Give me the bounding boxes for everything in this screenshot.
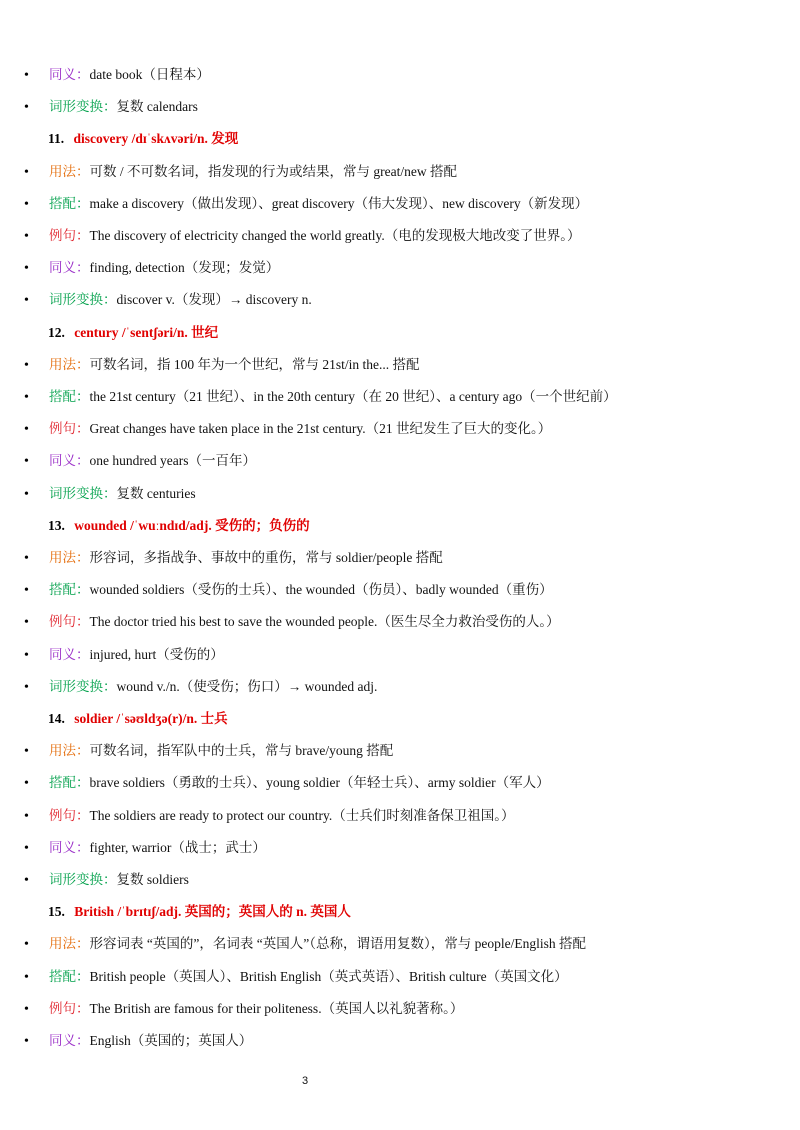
bullet-icon: • — [24, 647, 29, 663]
list-item — [24, 774, 550, 793]
list-item — [24, 678, 377, 697]
list-item — [24, 1000, 463, 1019]
list-item — [24, 646, 224, 665]
bullet-icon: • — [24, 808, 29, 824]
item-text: injured, hurt（受伤的） — [89, 646, 224, 662]
bullet-icon: • — [24, 422, 29, 438]
entry-heading — [48, 130, 238, 148]
list-item — [24, 839, 266, 858]
item-text: finding, detection（发现；发觉） — [89, 260, 280, 276]
item-text: The doctor tried his best to save the wounded people.（医生尽全力救治受伤的人。） — [89, 614, 560, 630]
item-label: 例句： — [49, 421, 90, 437]
list-item — [24, 195, 588, 214]
bullet-icon: • — [24, 1034, 29, 1049]
item-text: 可数 / 不可数名词，指发现的行为或结果，常与 great/new 搭配 — [89, 163, 457, 179]
item-text: British people（英国人）、British English（英式英语）、British culture（英国文化） — [89, 968, 568, 984]
entry-number: 11. — [48, 131, 65, 147]
list-item — [24, 807, 515, 826]
list-item — [24, 291, 312, 310]
bullet-icon: • — [24, 551, 29, 566]
item-text: English（英国的；英国人） — [89, 1033, 253, 1048]
bullet-icon: • — [24, 486, 29, 502]
item-text: make a discovery（做出发现）、great discovery（伟大发现）、new discovery（新发现） — [89, 195, 589, 211]
item-text: 可数名词，指军队中的士兵，常与 brave/young 搭配 — [89, 743, 394, 759]
item-text: 形容词，多指战争、事故中的重伤，常与 soldier/people 搭配 — [89, 550, 443, 565]
item-label: 例句： — [49, 1000, 90, 1016]
list-item — [24, 1032, 252, 1051]
item-label: 例句： — [49, 614, 90, 630]
entry-heading — [48, 903, 351, 921]
entry-number: 13. — [48, 517, 65, 533]
bullet-icon: • — [24, 840, 29, 856]
list-item — [24, 968, 568, 987]
item-label: 用法： — [49, 550, 90, 565]
bullet-icon: • — [24, 776, 29, 792]
item-label: 用法： — [49, 356, 90, 372]
item-text: fighter, warrior（战士；武士） — [89, 839, 266, 855]
item-label: 例句： — [49, 807, 90, 823]
item-label: 词形变换： — [49, 485, 117, 501]
bullet-icon: • — [24, 229, 29, 244]
bullet-icon: • — [24, 357, 29, 373]
list-item — [24, 163, 457, 182]
item-label: 词形变换： — [49, 678, 117, 694]
list-item — [24, 98, 198, 117]
item-label: 用法： — [49, 936, 90, 952]
list-item — [24, 356, 420, 375]
item-label: 同义： — [49, 646, 90, 662]
item-label: 同义： — [49, 1033, 90, 1048]
entry-heading — [48, 710, 228, 728]
item-text: 形容词表 “英国的”，名词表 “英国人”（总称，谓语用复数），常与 people/English 搭配 — [89, 936, 586, 952]
item-text: the 21st century（21 世纪）、in the 20th century（在 20 世纪）、a century ago（一个世纪前） — [89, 389, 617, 404]
item-text: 可数名词，指 100 年为一个世纪，常与 21st/in the... 搭配 — [89, 356, 420, 372]
item-text: 复数 calendars — [116, 99, 198, 115]
entry-number: 12. — [48, 324, 65, 340]
item-label: 同义： — [49, 260, 90, 276]
list-item — [24, 227, 581, 246]
list-item — [24, 935, 586, 954]
list-item — [24, 613, 560, 632]
list-item — [24, 388, 617, 407]
entry-title: British /ˈbrɪtɪʃ/adj. 英国的；英国人的 n. 英国人 — [70, 904, 351, 920]
list-item — [24, 420, 551, 439]
item-text: The soldiers are ready to protect our country.（士兵们时刻准备保卫祖国。） — [89, 807, 515, 823]
entry-number: 14. — [48, 711, 65, 726]
bullet-icon: • — [24, 68, 29, 83]
list-item — [24, 581, 553, 600]
entry-number: 15. — [48, 904, 65, 920]
item-text: The discovery of electricity changed the world greatly.（电的发现极大地改变了世界。） — [89, 228, 581, 243]
bullet-icon: • — [24, 196, 29, 212]
bullet-icon: • — [24, 937, 29, 953]
bullet-icon: • — [24, 744, 29, 760]
item-label: 词形变换： — [49, 292, 117, 308]
entry-title: soldier /ˈsəʊldʒə(r)/n. 士兵 — [70, 711, 228, 726]
item-text: 复数 centuries — [116, 485, 196, 501]
item-text: discover v.（发现）→ discovery n. — [116, 292, 312, 308]
entry-title: wounded /ˈwuːndɪd/adj. 受伤的；负伤的 — [70, 517, 310, 533]
item-text: date book（日程本） — [89, 67, 210, 82]
bullet-icon: • — [24, 164, 29, 180]
item-label: 搭配： — [49, 195, 90, 211]
page-number: 3 — [302, 1075, 309, 1087]
item-text: one hundred years（一百年） — [89, 453, 256, 469]
bullet-icon: • — [24, 873, 29, 888]
item-text: brave soldiers（勇敢的士兵）、young soldier（年轻士兵）、army soldier（军人） — [89, 775, 550, 791]
item-text: The British are famous for their politeness.（英国人以礼貌著称。） — [89, 1000, 464, 1016]
item-label: 搭配： — [49, 582, 90, 598]
item-label: 用法： — [49, 743, 90, 759]
list-item — [24, 66, 210, 85]
item-text: 复数 soldiers — [116, 872, 189, 887]
item-label: 例句： — [49, 228, 90, 243]
list-item — [24, 742, 393, 761]
list-item — [24, 871, 189, 890]
entry-title: discovery /dɪˈskʌvəri/n. 发现 — [70, 131, 239, 147]
item-label: 搭配： — [49, 389, 90, 404]
entry-heading — [48, 324, 218, 342]
item-label: 同义： — [49, 839, 90, 855]
entry-heading — [48, 517, 310, 535]
bullet-icon: • — [24, 583, 29, 599]
list-item — [24, 452, 256, 471]
bullet-icon: • — [24, 679, 29, 695]
item-text: wounded soldiers（受伤的士兵）、the wounded（伤员）、badly wounded（重伤） — [89, 582, 553, 598]
item-label: 搭配： — [49, 775, 90, 791]
bullet-icon: • — [24, 454, 29, 470]
bullet-icon: • — [24, 969, 29, 985]
item-text: Great changes have taken place in the 21st century.（21 世纪发生了巨大的变化。） — [89, 421, 552, 437]
item-label: 同义： — [49, 453, 90, 469]
item-label: 词形变换： — [49, 99, 117, 115]
item-label: 搭配： — [49, 968, 90, 984]
bullet-icon: • — [24, 1001, 29, 1017]
bullet-icon: • — [24, 390, 29, 405]
item-label: 同义： — [49, 67, 90, 82]
item-text: wound v./n.（使受伤；伤口）→ wounded adj. — [116, 678, 378, 694]
list-item — [24, 259, 279, 278]
bullet-icon: • — [24, 100, 29, 116]
item-label: 词形变换： — [49, 872, 117, 887]
bullet-icon: • — [24, 261, 29, 277]
list-item — [24, 549, 443, 568]
list-item — [24, 485, 196, 504]
bullet-icon: • — [24, 615, 29, 631]
entry-title: century /ˈsentʃəri/n. 世纪 — [70, 324, 219, 340]
bullet-icon: • — [24, 293, 29, 309]
item-label: 用法： — [49, 163, 90, 179]
